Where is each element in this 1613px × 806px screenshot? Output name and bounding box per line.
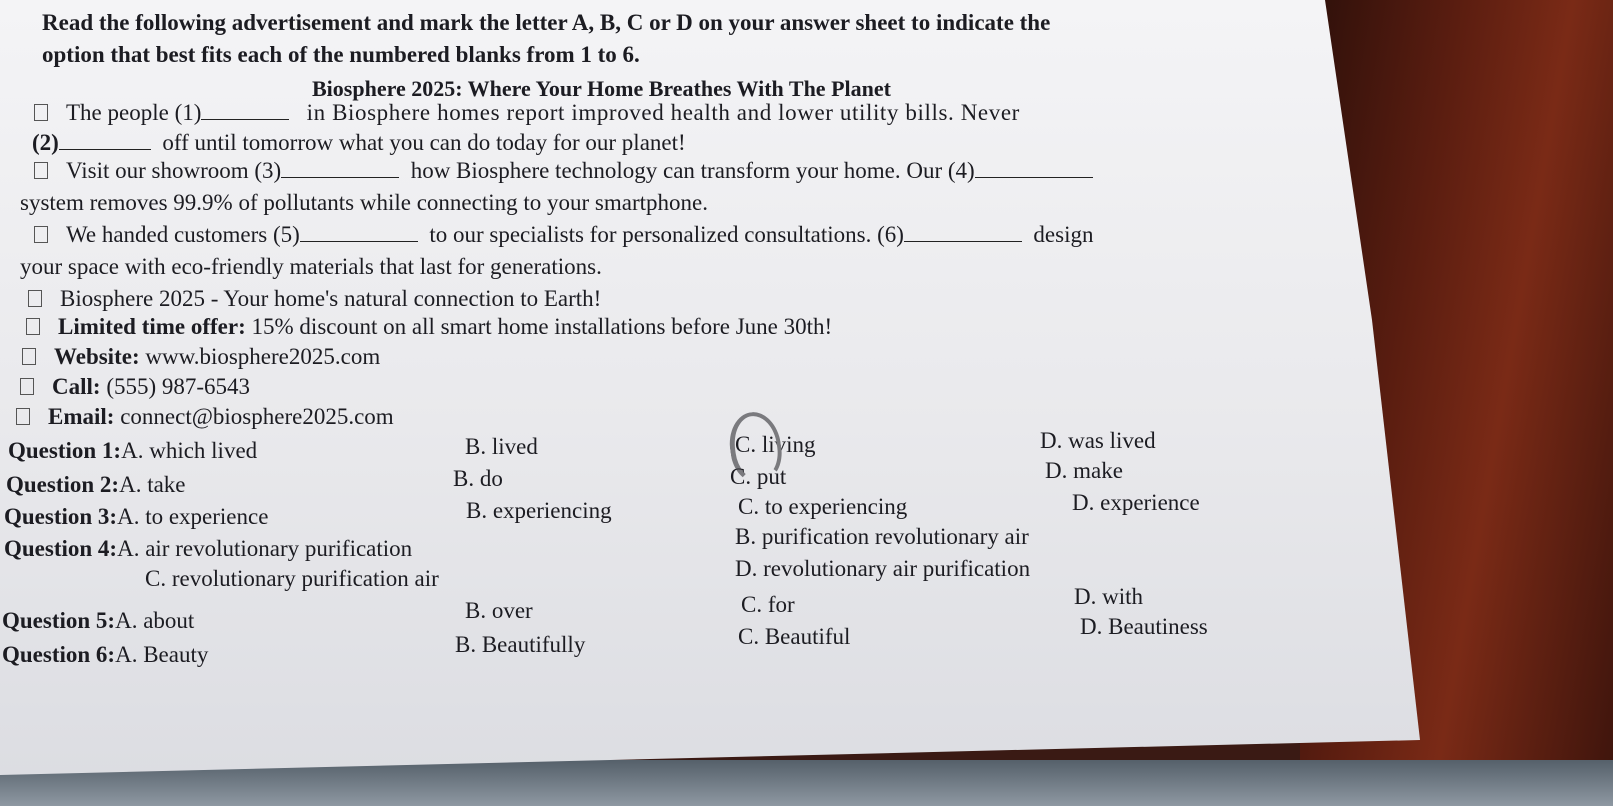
question-3-option-d[interactable]: D. experience: [1072, 490, 1200, 515]
question-2-option-c[interactable]: C. put: [730, 464, 787, 489]
paragraph-1-line-1: The people (1) in Biosphere homes report improved health and lower utility bills. Never: [34, 100, 1020, 126]
question-1-option-c[interactable]: C. living: [735, 432, 816, 457]
website-item: Website: www.biosphere2025.com: [22, 344, 380, 370]
question-1-option-b[interactable]: B. lived: [465, 434, 538, 459]
bullet-box: [16, 408, 30, 425]
question-5-option-c[interactable]: C. for: [741, 592, 795, 617]
question-4-option-d[interactable]: D. revolutionary air purification: [735, 556, 1031, 581]
blank-5: [300, 223, 418, 242]
question-3-option-b[interactable]: B. experiencing: [466, 498, 612, 523]
paragraph-1-line-2: (2) off until tomorrow what you can do today for our planet!: [32, 130, 686, 155]
instructions-line-2: option that best fits each of the numbered blanks from 1 to 6.: [42, 42, 640, 67]
question-3-option-c[interactable]: C. to experiencing: [738, 494, 908, 519]
paragraph-3-line-2: your space with eco-friendly materials that last for generations.: [20, 254, 602, 279]
blank-2: [59, 131, 151, 150]
paragraph-2-line-2: system removes 99.9% of pollutants while connecting to your smartphone.: [20, 190, 708, 215]
question-2-option-a[interactable]: Question 2:A. take: [6, 472, 186, 497]
ad-title: Biosphere 2025: Where Your Home Breathes With The Planet: [312, 76, 891, 101]
bullet-box: [34, 162, 48, 179]
paragraph-2-line-1: Visit our showroom (3) how Biosphere technology can transform your home. Our (4): [34, 158, 1093, 184]
question-1-option-a[interactable]: Question 1:A. which lived: [8, 438, 258, 463]
question-4-option-b[interactable]: B. purification revolutionary air: [735, 524, 1029, 549]
question-5-option-a[interactable]: Question 5:A. about: [2, 608, 195, 633]
question-4-option-c[interactable]: C. revolutionary purification air: [145, 566, 439, 591]
email-item: Email: connect@biosphere2025.com: [16, 404, 394, 430]
question-2-option-b[interactable]: B. do: [453, 466, 503, 491]
tagline-item: Biosphere 2025 - Your home's natural connection to Earth!: [28, 286, 601, 312]
bullet-box: [28, 290, 42, 307]
bullet-box: [26, 318, 40, 335]
question-2-option-d[interactable]: D. make: [1045, 458, 1123, 483]
blank-1: [201, 101, 289, 120]
question-5-option-b[interactable]: B. over: [465, 598, 533, 623]
blank-3: [281, 159, 399, 178]
offer-item: Limited time offer: 15% discount on all smart home installations before June 30th!: [26, 314, 832, 340]
question-6-option-a[interactable]: Question 6:A. Beauty: [2, 642, 209, 667]
paragraph-3-line-1: We handed customers (5) to our specialists for personalized consultations. (6) design: [34, 222, 1093, 248]
blank-4: [975, 159, 1093, 178]
bullet-box: [22, 348, 36, 365]
question-3-option-a[interactable]: Question 3:A. to experience: [4, 504, 269, 529]
blank-6: [904, 223, 1022, 242]
question-5-option-d[interactable]: D. with: [1074, 584, 1143, 609]
question-4-option-a[interactable]: Question 4:A. air revolutionary purification: [4, 536, 413, 561]
bullet-box: [20, 378, 34, 395]
call-item: Call: (555) 987-6543: [20, 374, 250, 400]
instructions-line-1: Read the following advertisement and mark the letter A, B, C or D on your answer sheet to indicate the: [42, 10, 1051, 35]
question-6-option-d[interactable]: D. Beautiness: [1080, 614, 1208, 639]
bullet-box: [34, 104, 48, 121]
bullet-box: [34, 226, 48, 243]
question-1-option-d[interactable]: D. was lived: [1040, 428, 1156, 453]
question-6-option-b[interactable]: B. Beautifully: [455, 632, 586, 657]
question-6-option-c[interactable]: C. Beautiful: [738, 624, 851, 649]
